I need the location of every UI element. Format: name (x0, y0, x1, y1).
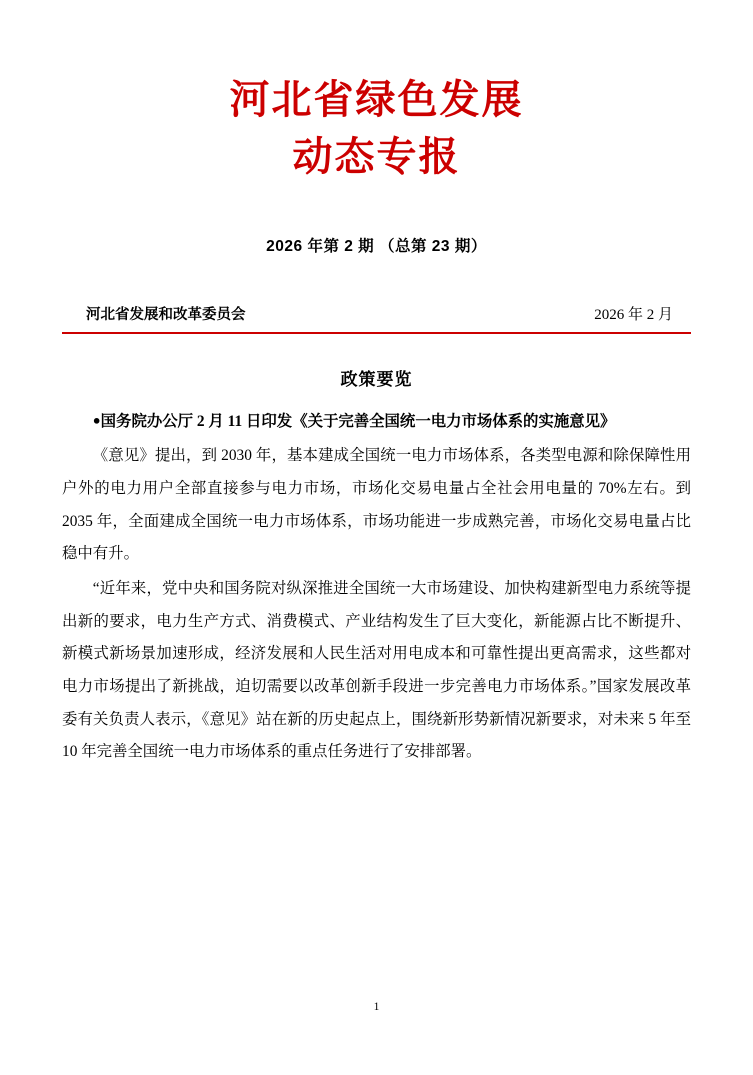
masthead (62, 0, 691, 186)
section-title: 政策要览 (340, 369, 413, 389)
article-body (62, 406, 691, 769)
issuing-organization: 河北省发展和改革委员会 (86, 306, 246, 323)
issue-date: 2026 年 2 月 (594, 306, 673, 323)
red-divider-rule (62, 332, 691, 334)
bullet-icon: ● (92, 412, 101, 428)
masthead-meta-row (62, 303, 691, 324)
masthead-title-line-2: 动态专报 (292, 134, 461, 179)
article-paragraph-2: “近年来，党中央和国务院对纵深推进全国统一大市场建设、加快构建新型电力系统等提出新的要求，电力生产方式、消费模式、产业结构发生了巨大变化，新能源占比不断提升、新模式新场景加速形成，经济发展和人民生活对用电成本和可靠性提出更高需求，这些都对电力市场提出了新挑战，迫切需要以改革创新手段进一步完善电力市场体系。”国家发展改革委有关负责人表示，《意见》站在新的历史起点上，围绕新形势新情况新要求，对未来 5 年至 10 年完善全国统一电力市场体系的重点任务进行了安排部署。 (62, 579, 691, 761)
masthead-title-line-1: 河北省绿色发展 (229, 78, 524, 122)
page-number: 1 (373, 1001, 380, 1013)
article-paragraph-1: 《意见》提出，到 2030 年，基本建成全国统一电力市场体系，各类型电源和除保障性用户外的电力用户全部直接参与电力市场，市场化交易电量占全社会用电量的 70%左右。到 2035 年，全面建成全国统一电力市场体系，市场功能进一步成熟完善，市场化交易电量占比稳中有升。 (62, 447, 691, 563)
issue-number: 2026 年第 2 期 （总第 23 期） (266, 237, 487, 255)
article-headline: ●国务院办公厅 2 月 11 日印发《关于完善全国统一电力市场体系的实施意见》 (92, 412, 616, 430)
